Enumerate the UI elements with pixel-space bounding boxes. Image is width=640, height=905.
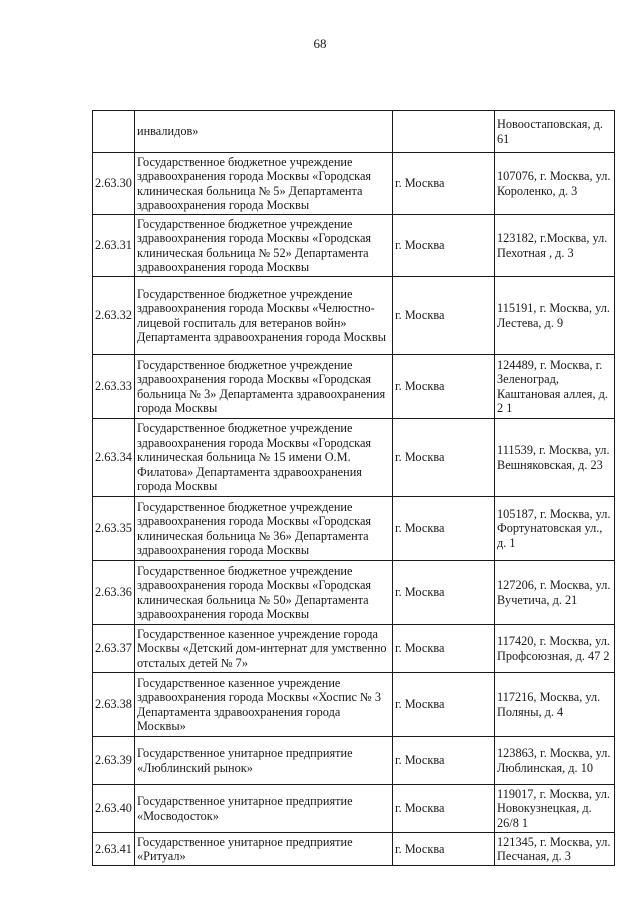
row-organization-name: Государственное казенное учреждение города Москвы «Детский дом-интернат для умственно отсталых детей № 7» — [135, 625, 393, 673]
row-city: г. Москва — [393, 277, 495, 355]
table-row — [93, 153, 615, 215]
row-code: 2.63.32 — [93, 277, 135, 355]
table-row — [93, 497, 615, 561]
table-row — [93, 419, 615, 497]
row-address: 115191, г. Москва, ул. Лестева, д. 9 — [495, 277, 615, 355]
row-code: 2.63.41 — [93, 833, 135, 866]
row-code: 2.63.33 — [93, 355, 135, 419]
row-city: г. Москва — [393, 153, 495, 215]
row-city: г. Москва — [393, 497, 495, 561]
row-city: г. Москва — [393, 215, 495, 277]
page-number: 68 — [313, 36, 327, 51]
table-row — [93, 673, 615, 737]
table-row — [93, 833, 615, 866]
table-row — [93, 561, 615, 625]
organizations-table-body — [93, 111, 615, 866]
table-row — [93, 215, 615, 277]
row-organization-name: Государственное бюджетное учреждение здравоохранения города Москвы «Городская клиническая больница № 50» Департамента здравоохранения города Москвы — [135, 561, 393, 625]
row-code: 2.63.34 — [93, 419, 135, 497]
row-organization-name: Государственное бюджетное учреждение здравоохранения города Москвы «Городская клиническая больница № 36» Департамента здравоохранения города Москвы — [135, 497, 393, 561]
row-organization-name: Государственное бюджетное учреждение здравоохранения города Москвы «Городская больница № 3» Департамента здравоохранения города Москвы — [135, 355, 393, 419]
row-organization-name: Государственное унитарное предприятие «Мосводосток» — [135, 785, 393, 833]
row-organization-name: Государственное унитарное предприятие «Ритуал» — [135, 833, 393, 866]
row-code: 2.63.37 — [93, 625, 135, 673]
row-code: 2.63.36 — [93, 561, 135, 625]
row-code: 2.63.39 — [93, 737, 135, 785]
row-address: 117216, Москва, ул. Поляны, д. 4 — [495, 673, 615, 737]
row-code — [93, 111, 135, 153]
row-organization-name: Государственное казенное учреждение здравоохранения города Москвы «Хоспис № 3 Департамента здравоохранения города Москвы» — [135, 673, 393, 737]
row-address: 111539, г. Москва, ул. Вешняковская, д. 23 — [495, 419, 615, 497]
row-code: 2.63.40 — [93, 785, 135, 833]
row-city: г. Москва — [393, 625, 495, 673]
row-city: г. Москва — [393, 355, 495, 419]
row-address: 117420, г. Москва, ул. Профсоюзная, д. 47 2 — [495, 625, 615, 673]
row-address: 123182, г.Москва, ул. Пехотная , д. 3 — [495, 215, 615, 277]
organizations-table — [92, 110, 615, 866]
row-address: 123863, г. Москва, ул. Люблинская, д. 10 — [495, 737, 615, 785]
row-city: г. Москва — [393, 737, 495, 785]
table-row — [93, 737, 615, 785]
row-address: 119017, г. Москва, ул. Новокузнецкая, д. 26/8 1 — [495, 785, 615, 833]
row-organization-name: Государственное унитарное предприятие «Люблинский рынок» — [135, 737, 393, 785]
row-code: 2.63.31 — [93, 215, 135, 277]
row-address: Новоостаповская, д. 61 — [495, 111, 615, 153]
row-city: г. Москва — [393, 561, 495, 625]
table-row — [93, 625, 615, 673]
row-city: г. Москва — [393, 833, 495, 866]
table-row — [93, 355, 615, 419]
row-city: г. Москва — [393, 785, 495, 833]
table-row — [93, 277, 615, 355]
row-organization-name: Государственное бюджетное учреждение здравоохранения города Москвы «Городская клиническая больница № 52» Департамента здравоохранения города Москвы — [135, 215, 393, 277]
row-code: 2.63.30 — [93, 153, 135, 215]
row-address: 105187, г. Москва, ул. Фортунатовская ул., д. 1 — [495, 497, 615, 561]
row-organization-name: Государственное бюджетное учреждение здравоохранения города Москвы «Городская клиническая больница № 15 имени О.М. Филатова» Департамента здравоохранения города Москвы — [135, 419, 393, 497]
row-code: 2.63.35 — [93, 497, 135, 561]
row-address: 107076, г. Москва, ул. Короленко, д. 3 — [495, 153, 615, 215]
row-organization-name: Государственное бюджетное учреждение здравоохранения города Москвы «Челюстно-лицевой госпиталь для ветеранов войн» Департамента здравоохранения города Москвы — [135, 277, 393, 355]
row-address: 121345, г. Москва, ул. Песчаная, д. 3 — [495, 833, 615, 866]
row-organization-name: Государственное бюджетное учреждение здравоохранения города Москвы «Городская клиническая больница № 5» Департамента здравоохранения города Москвы — [135, 153, 393, 215]
table-row — [93, 785, 615, 833]
row-code: 2.63.38 — [93, 673, 135, 737]
row-city: г. Москва — [393, 673, 495, 737]
row-organization-name: инвалидов» — [135, 111, 393, 153]
row-city — [393, 111, 495, 153]
row-city: г. Москва — [393, 419, 495, 497]
row-address: 127206, г. Москва, ул. Вучетича, д. 21 — [495, 561, 615, 625]
row-address: 124489, г. Москва, г. Зеленоград, Каштановая аллея, д. 2 1 — [495, 355, 615, 419]
table-row — [93, 111, 615, 153]
